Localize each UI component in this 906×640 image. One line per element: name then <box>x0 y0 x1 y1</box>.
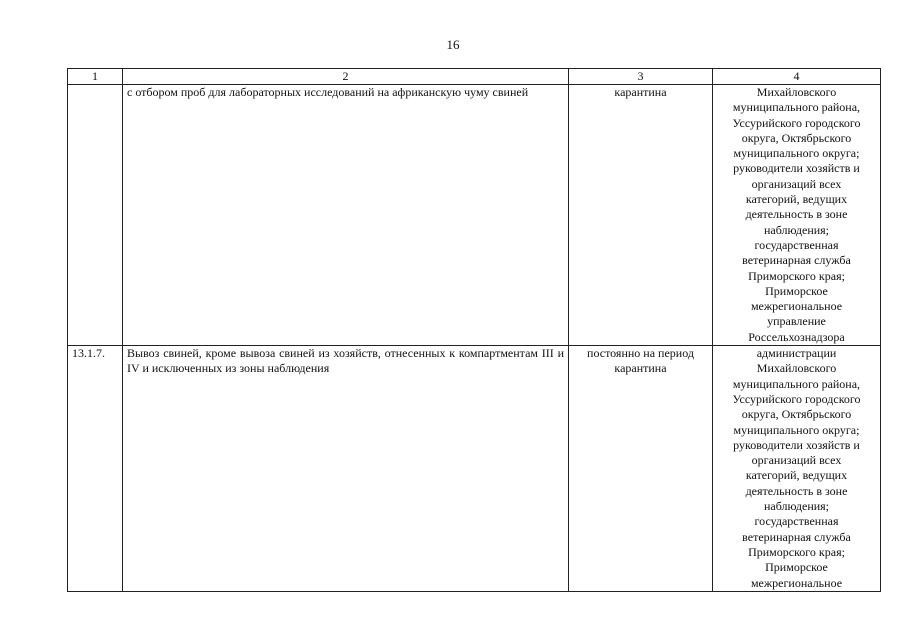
row-deadline: карантина <box>569 85 713 346</box>
responsible-line: Уссурийского городского <box>732 115 861 130</box>
responsible-line: администрации <box>756 346 837 361</box>
header-col-3: 3 <box>569 69 713 85</box>
responsible-line: округа, Октябрьского <box>741 130 852 145</box>
responsible-line: Уссурийского городского <box>732 391 861 406</box>
responsible-line: Михайловского <box>756 85 837 99</box>
responsible-line: государственная <box>754 514 839 529</box>
responsible-line: наблюдения; <box>763 222 830 237</box>
responsible-line: руководители хозяйств и <box>733 437 860 452</box>
responsible-line: Приморское <box>765 283 828 298</box>
responsible-line: управление <box>767 314 826 329</box>
responsible-line: организаций всех <box>751 176 842 191</box>
responsible-line: муниципального района, <box>732 376 861 391</box>
header-col-2: 2 <box>123 69 569 85</box>
table-header-row <box>68 69 881 85</box>
responsible-line: Михайловского <box>756 361 837 376</box>
responsible-line: муниципального округа; <box>733 422 860 437</box>
row-number: 13.1.7. <box>68 346 123 592</box>
header-col-1: 1 <box>68 69 123 85</box>
row-action: Вывоз свиней, кроме вывоза свиней из хозяйств, отнесенных к компартментам III и IV и исключенных из зоны наблюдения <box>123 346 569 592</box>
row-deadline: постоянно на период карантина <box>569 346 713 592</box>
table-row <box>68 346 881 592</box>
responsible-line: деятельность в зоне <box>745 207 848 222</box>
responsible-line: наблюдения; <box>763 499 830 514</box>
table-row <box>68 85 881 346</box>
responsible-line: ветеринарная служба <box>742 529 851 544</box>
responsible-line: округа, Октябрьского <box>741 407 852 422</box>
responsible-line: Россельхознадзора <box>748 329 845 344</box>
responsible-line: Приморское <box>765 560 828 575</box>
responsible-line: деятельность в зоне <box>745 483 848 498</box>
responsible-line: организаций всех <box>751 453 842 468</box>
responsible-line: муниципального района, <box>732 100 861 115</box>
responsible-line: категорий, ведущих <box>745 192 848 207</box>
row-action: с отбором проб для лабораторных исследований на африканскую чуму свиней <box>123 85 569 346</box>
responsible-line: руководители хозяйств и <box>733 161 860 176</box>
responsible-line: межрегиональное <box>750 575 843 590</box>
responsible-line: межрегиональное <box>750 299 843 314</box>
header-col-4: 4 <box>713 69 881 85</box>
row-responsible <box>713 346 881 592</box>
measures-table <box>67 68 881 592</box>
responsible-line: категорий, ведущих <box>745 468 848 483</box>
row-responsible <box>713 85 881 346</box>
responsible-line: муниципального округа; <box>733 146 860 161</box>
responsible-line: Приморского края; <box>748 268 845 283</box>
page-number: 16 <box>446 37 460 52</box>
responsible-line: Приморского края; <box>748 544 845 559</box>
responsible-line: государственная <box>754 237 839 252</box>
row-number <box>68 85 123 346</box>
responsible-line: ветеринарная служба <box>742 253 851 268</box>
